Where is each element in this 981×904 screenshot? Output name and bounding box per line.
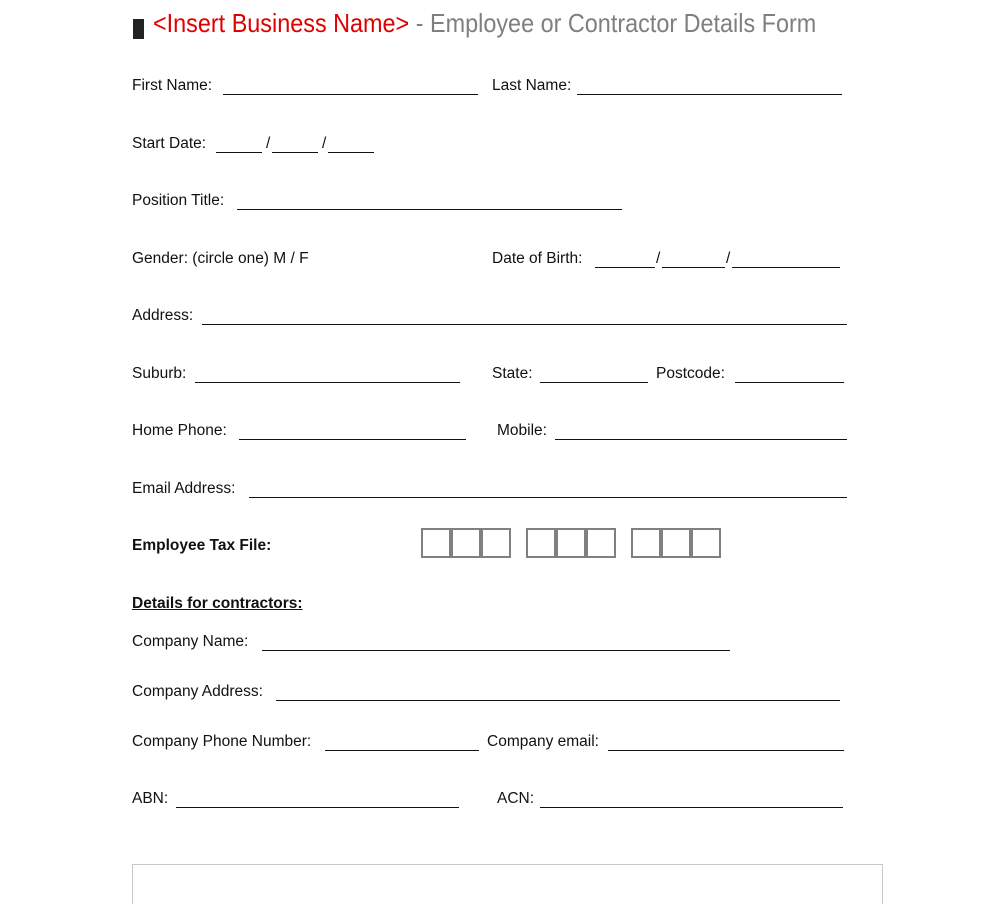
tax-file-digit-box[interactable] [631,528,661,558]
contractors-heading: Details for contractors: [132,595,303,612]
suburb-label: Suburb: [132,365,187,382]
first-name-label: First Name: [132,77,213,94]
tax-file-digit-box[interactable] [451,528,481,558]
email-address-label: Email Address: [132,480,236,497]
bottom-section-box [132,864,883,904]
page-title [153,8,816,39]
company-address-label: Company Address: [132,683,263,700]
last-name-field[interactable] [577,94,842,95]
acn-field[interactable] [540,807,843,808]
tax-file-digit-box[interactable] [526,528,556,558]
acn-label: ACN: [497,790,535,807]
start-date-year-field[interactable] [328,152,374,153]
address-field[interactable] [202,324,847,325]
dob-month-field[interactable] [662,267,725,268]
position-title-field[interactable] [237,209,622,210]
mobile-field[interactable] [555,439,847,440]
tax-file-digit-box[interactable] [691,528,721,558]
state-field[interactable] [540,382,648,383]
postcode-label: Postcode: [656,365,725,382]
tax-file-digit-box[interactable] [586,528,616,558]
date-of-birth-label: Date of Birth: [492,250,583,267]
start-date-month-field[interactable] [272,152,318,153]
business-name-placeholder: <Insert Business Name> [153,8,410,38]
first-name-field[interactable] [223,94,478,95]
title-marker [133,19,144,39]
date-separator: / [726,250,731,267]
dob-year-field[interactable] [732,267,840,268]
home-phone-label: Home Phone: [132,422,227,439]
mobile-label: Mobile: [497,422,547,439]
tax-file-digit-box[interactable] [556,528,586,558]
tax-file-digit-box[interactable] [421,528,451,558]
date-separator: / [266,135,271,152]
abn-field[interactable] [176,807,459,808]
date-separator: / [656,250,661,267]
start-date-day-field[interactable] [216,152,262,153]
state-label: State: [492,365,533,382]
company-phone-field[interactable] [325,750,479,751]
employee-tax-file-label: Employee Tax File: [132,537,272,554]
address-label: Address: [132,307,194,324]
tax-file-digit-box[interactable] [481,528,511,558]
abn-label: ABN: [132,790,169,807]
company-name-label: Company Name: [132,633,249,650]
date-separator: / [322,135,327,152]
form-name: - Employee or Contractor Details Form [409,8,817,38]
company-address-field[interactable] [276,700,840,701]
company-email-field[interactable] [608,750,844,751]
tax-file-digit-box[interactable] [661,528,691,558]
dob-day-field[interactable] [595,267,655,268]
suburb-field[interactable] [195,382,460,383]
postcode-field[interactable] [735,382,844,383]
home-phone-field[interactable] [239,439,466,440]
company-phone-label: Company Phone Number: [132,733,312,750]
start-date-label: Start Date: [132,135,207,152]
last-name-label: Last Name: [492,77,572,94]
gender-label: Gender: (circle one) M / F [132,250,309,267]
position-title-label: Position Title: [132,192,225,209]
company-name-field[interactable] [262,650,730,651]
email-address-field[interactable] [249,497,847,498]
company-email-label: Company email: [487,733,599,750]
